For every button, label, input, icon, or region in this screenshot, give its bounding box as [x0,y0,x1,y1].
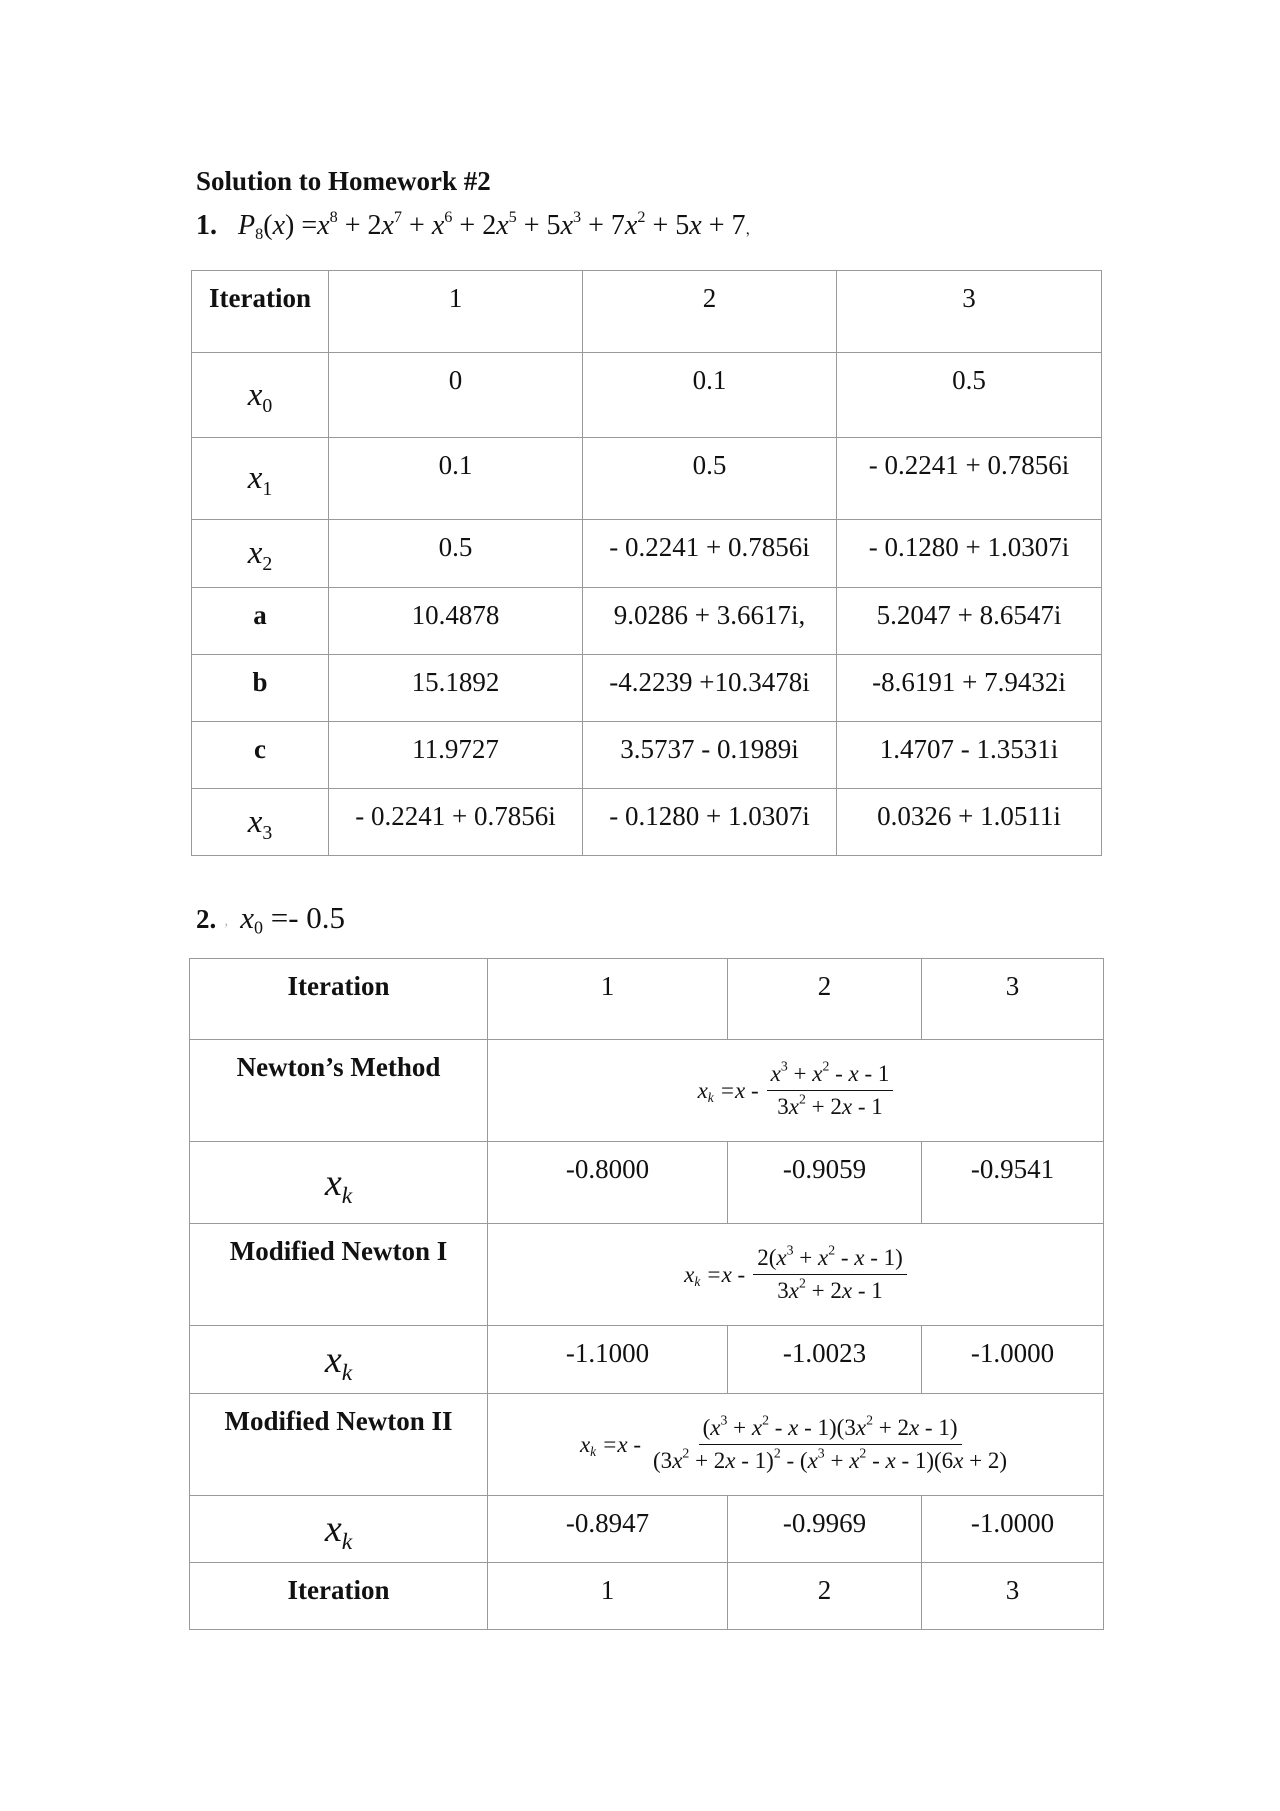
row-label-c: c [192,722,329,789]
table-row [192,789,1102,856]
value-cell: - 0.2241 + 0.7856i [837,438,1102,520]
value-cell: - 0.1280 + 1.0307i [583,789,837,856]
value-cell: -1.0023 [728,1326,922,1394]
value-cell: -8.6191 + 7.9432i [837,655,1102,722]
table-row [192,438,1102,520]
value-cell: -1.0000 [922,1326,1104,1394]
table-row [190,1394,1104,1496]
method-label-newton: Newton’s Method [190,1040,488,1142]
problem-2-number: 2. [196,904,217,934]
value-cell: -0.8947 [488,1496,728,1563]
newton-formula: $x_k =x$ - $\frac{x^3 + x^2 - x - 1}{3x^2 + 2x - 1}$ [488,1040,1104,1142]
header-cell: 1 [329,271,583,353]
value-cell: - 0.2241 + 0.7856i [583,520,837,588]
row-label-b: b [192,655,329,722]
value-cell: -4.2239 +10.3478i [583,655,837,722]
row-label-xk: $x_k$ [190,1496,488,1563]
row-label-x3: $x_3$ [192,789,329,856]
header-cell: 2 [728,959,922,1040]
footer-cell: 2 [728,1563,922,1630]
footer-cell: 3 [922,1563,1104,1630]
value-cell: 0 [329,353,583,438]
header-cell: Iteration [190,959,488,1040]
initial-guess: $x_0 =- 0.5$ [240,900,346,938]
value-cell: 1.4707 - 1.3531i [837,722,1102,789]
table-row [192,655,1102,722]
header-cell: Iteration [192,271,329,353]
method-label-modified-2: Modified Newton II [190,1394,488,1496]
problem-1-heading [196,207,760,243]
row-label-x0: $x_0$ [192,353,329,438]
value-cell: 0.0326 + 1.0511i [837,789,1102,856]
row-label-xk: $x_k$ [190,1326,488,1394]
value-cell: -1.1000 [488,1326,728,1394]
table-row [190,1040,1104,1142]
value-cell: 11.9727 [329,722,583,789]
value-cell: 0.1 [583,353,837,438]
table-row [192,353,1102,438]
modified-newton-1-formula: $x_k =x$ - $\frac{2(x^3 + x^2 - x - 1)}{3x^2 + 2x - 1}$ [488,1224,1104,1326]
header-cell: 2 [583,271,837,353]
value-cell: -0.8000 [488,1142,728,1224]
muller-iteration-table [191,270,1102,856]
value-cell: - 0.2241 + 0.7856i [329,789,583,856]
value-cell: 0.5 [329,520,583,588]
table-row [190,1563,1104,1630]
row-label-a: a [192,588,329,655]
table-row [192,271,1102,353]
header-cell: 1 [488,959,728,1040]
value-cell: -0.9059 [728,1142,922,1224]
problem-1-number: 1. [196,210,217,241]
table-row [192,520,1102,588]
value-cell: 0.5 [837,353,1102,438]
footer-cell: Iteration [190,1563,488,1630]
value-cell: 0.5 [583,438,837,520]
value-cell: 10.4878 [329,588,583,655]
modified-newton-2-formula: $x_k =x$ - $\frac{(x^3 + x^2 - x - 1)(3x^2 + 2x - 1)}{(3x^2 + 2x - 1)^2 - (x^3 + x^2 - x - 1)(6x + 2)}$ [488,1394,1104,1496]
value-cell: -0.9969 [728,1496,922,1563]
header-cell: 3 [837,271,1102,353]
table-row [190,1496,1104,1563]
value-cell: 9.0286 + 3.6617i, [583,588,837,655]
polynomial-equation: $P_8(x) =x^8 + 2x^7 + x^6 + 2x^5 + 5x^3 + 7x^2 + 5x + 7$， [238,207,760,243]
row-label-x2: $x_2$ [192,520,329,588]
value-cell: 3.5737 - 0.1989i [583,722,837,789]
row-label-x1: $x_1$ [192,438,329,520]
value-cell: 15.1892 [329,655,583,722]
table-row [192,588,1102,655]
table-row [190,1326,1104,1394]
value-cell: 0.1 [329,438,583,520]
footer-cell: 1 [488,1563,728,1630]
table-row [190,959,1104,1040]
value-cell: - 0.1280 + 1.0307i [837,520,1102,588]
value-cell: 5.2047 + 8.6547i [837,588,1102,655]
newton-methods-table [189,958,1104,1630]
header-cell: 3 [922,959,1104,1040]
page-title: Solution to Homework #2 [196,166,491,196]
value-cell: -0.9541 [922,1142,1104,1224]
value-cell: -1.0000 [922,1496,1104,1563]
problem-2-heading: 2. , $x_0 =- 0.5$ [196,900,346,938]
table-row [190,1142,1104,1224]
row-label-xk: $x_k$ [190,1142,488,1224]
table-row [190,1224,1104,1326]
method-label-modified-1: Modified Newton I [190,1224,488,1326]
table-row [192,722,1102,789]
